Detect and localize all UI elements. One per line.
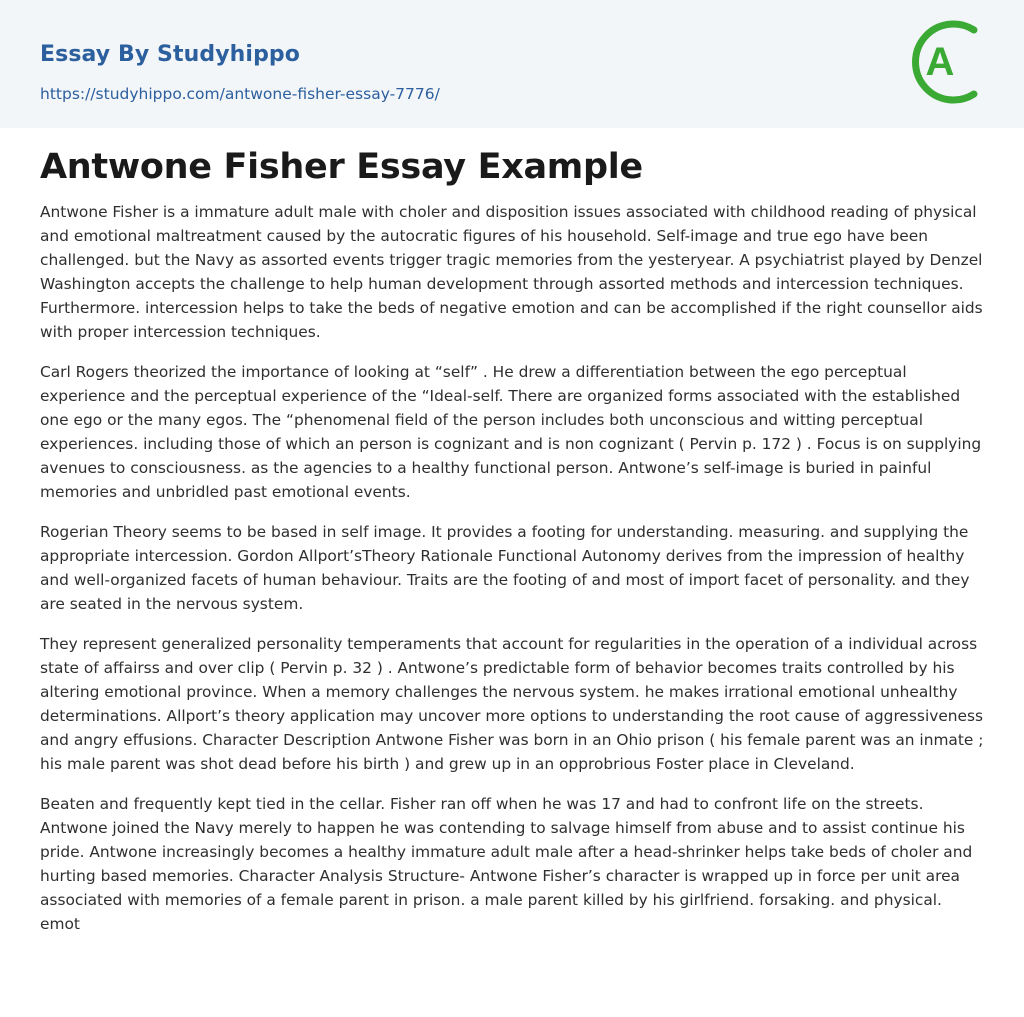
page-url-link[interactable]: https://studyhippo.com/antwone-fisher-essay-7776/ xyxy=(40,85,440,103)
site-brand[interactable]: Essay By Studyhippo xyxy=(40,42,300,67)
logo-letter: A xyxy=(925,40,955,84)
studyhippo-logo-icon[interactable] xyxy=(906,16,990,108)
essay-body xyxy=(40,200,984,952)
site-header xyxy=(0,0,1024,128)
paragraph: Carl Rogers theorized the importance of looking at “self” . He drew a differentiation between the ego perceptual experience and the perceptual experience of the “Ideal-self. There are organized forms associated with the established one ego or the many egos. The “phenomenal field of the person includes both unconscious and witting perceptual experiences. including those of which an person is cognizant and is non cognizant ( Pervin p. 172 ) . Focus is on supplying avenues to consciousness. as the agencies to a healthy functional person. Antwone’s self-image is buried in painful memories and unbridled past emotional events. xyxy=(40,363,982,501)
paragraph: Rogerian Theory seems to be based in self image. It provides a footing for understanding. measuring. and supplying the appropriate intercession. Gordon Allport’sTheory Rationale Functional Autonomy derives from the impression of healthy and well-organized facets of human behaviour. Traits are the footing of and most of import facet of personality. and they are seated in the nervous system. xyxy=(40,523,970,613)
paragraph: Beaten and frequently kept tied in the cellar. Fisher ran off when he was 17 and had to confront life on the streets. Antwone joined the Navy merely to happen he was contending to salvage himself from abuse and to assist continue his pride. Antwone increasingly becomes a healthy immature adult male after a head-shrinker helps take beds of choler and hurting based memories. Character Analysis Structure- Antwone Fisher’s character is wrapped up in force per unit area associated with memories of a female parent in prison. a male parent killed by his girlfriend. forsaking. and physical. emot xyxy=(40,795,973,933)
page-title: Antwone Fisher Essay Example xyxy=(40,147,643,187)
paragraph: They represent generalized personality temperaments that account for regularities in the operation of a individual across state of affairss and over clip ( Pervin p. 32 ) . Antwone’s predictable form of behavior becomes traits controlled by his altering emotional province. When a memory challenges the nervous system. he makes irrational emotional unhealthy determinations. Allport’s theory application may uncover more options to understanding the root cause of aggressiveness and angry effusions. Character Description Antwone Fisher was born in an Ohio prison ( his female parent was an inmate ; his male parent was shot dead before his birth ) and grew up in an opprobrious Foster place in Cleveland. xyxy=(40,635,984,773)
paragraph: Antwone Fisher is a immature adult male with choler and disposition issues associated with childhood reading of physical and emotional maltreatment caused by the autocratic figures of his household. Self-image and true ego have been challenged. but the Navy as assorted events trigger tragic memories from the yesteryear. A psychiatrist played by Denzel Washington accepts the challenge to help human development through assorted methods and intercession techniques. Furthermore. intercession helps to take the beds of negative emotion and can be accomplished if the right counsellor aids with proper intercession techniques. xyxy=(40,203,983,341)
